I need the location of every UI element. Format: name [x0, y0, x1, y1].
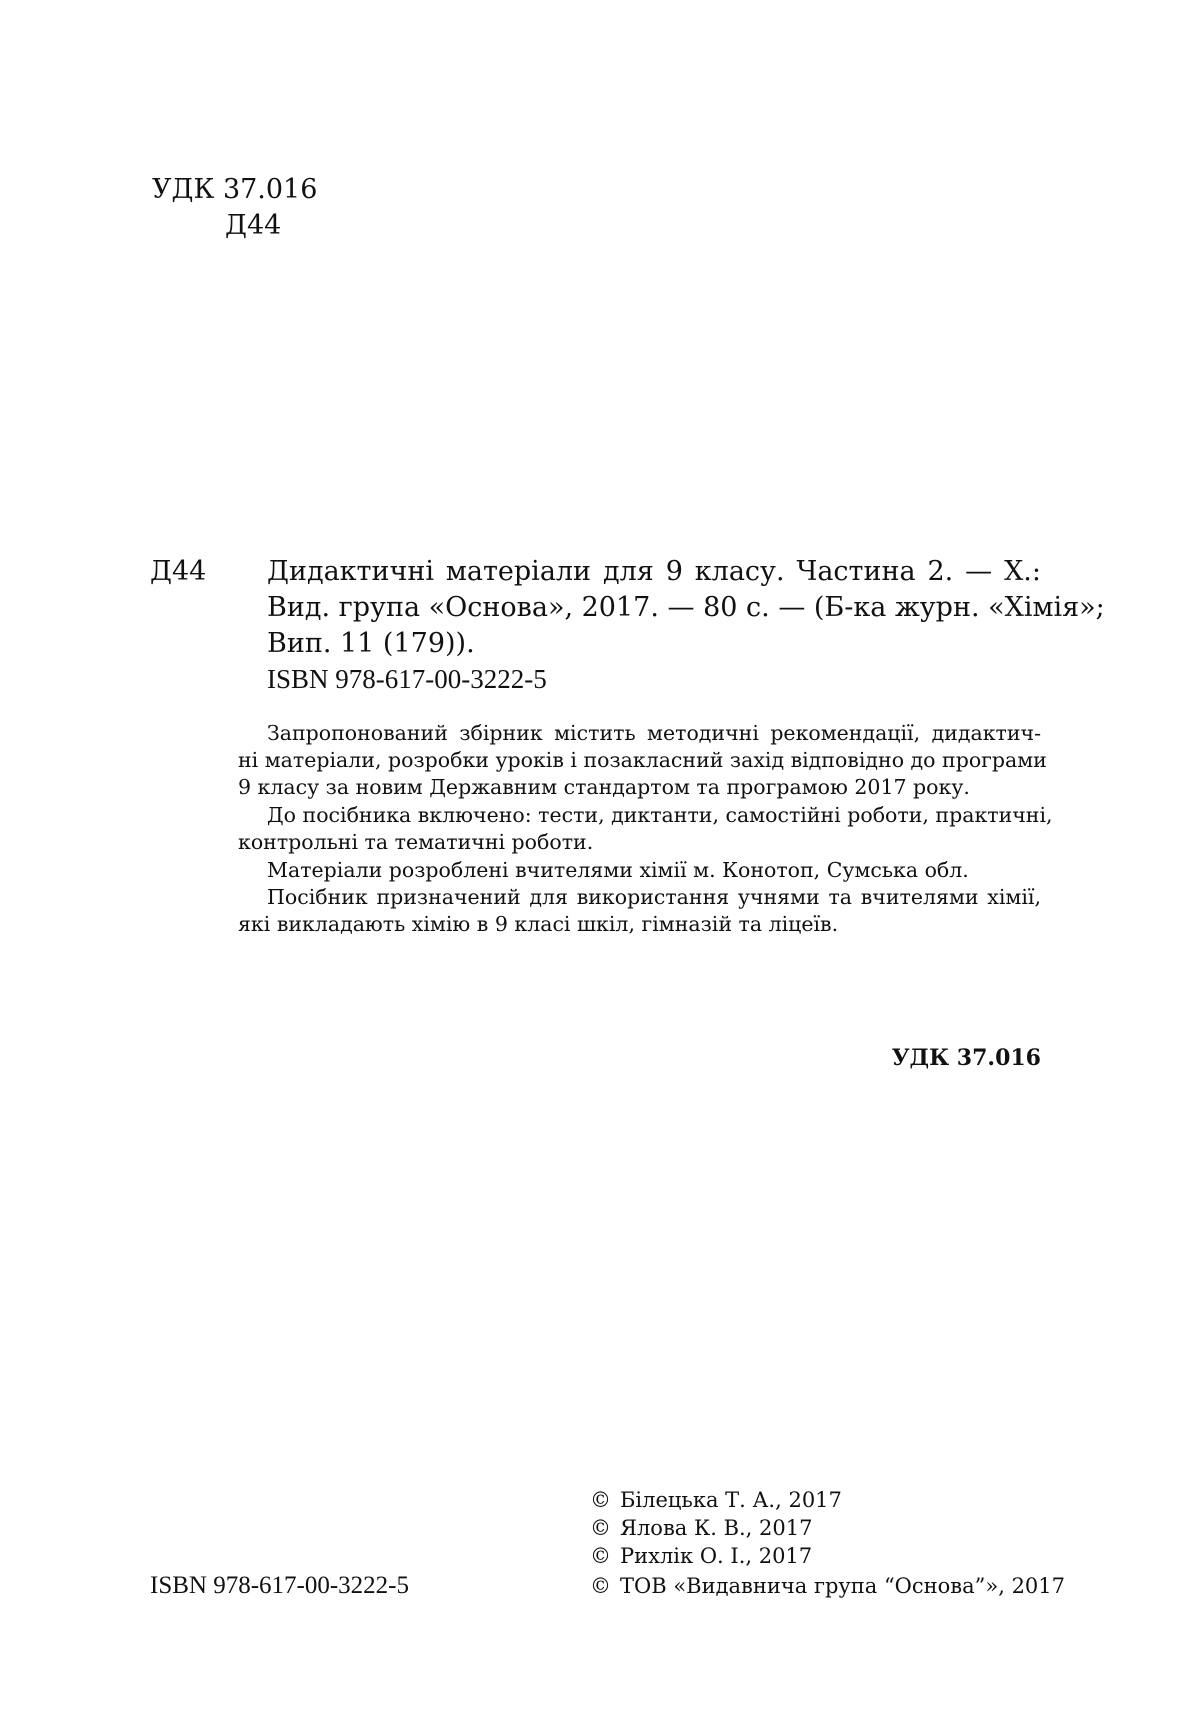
- isbn-bottom: ISBN 978-617-00-3222-5: [150, 1572, 410, 1599]
- copyright-holder: Рихлік О. І., 2017: [620, 1544, 813, 1568]
- copyright-symbol: ©: [590, 1574, 611, 1598]
- annotation-line: Посібник призначений для використання учнями та вчителями хімії,: [267, 885, 1041, 909]
- bibliographic-line: Вид. група «Основа», 2017. — 80 с. — (Б-ка журн. «Хімія»;: [267, 592, 1105, 623]
- annotation-line: ні матеріали, розробки уроків і позакласний захід відповідно до програми: [238, 748, 1047, 772]
- udk-code-top: УДК 37.016: [152, 174, 318, 205]
- annotation-line: 9 класу за новим Державним стандартом та програмою 2017 року.: [238, 775, 970, 799]
- copyright-holder: ТОВ «Видавнича група “Основа”», 2017: [620, 1574, 1066, 1598]
- copyright-line: [590, 1572, 1065, 1601]
- annotation-line: контрольні та тематичні роботи.: [238, 830, 594, 854]
- copyright-holder: Білецька Т. А., 2017: [620, 1488, 842, 1512]
- bibliographic-isbn: ISBN 978-617-00-3222-5: [267, 664, 547, 694]
- copyright-line: [590, 1486, 842, 1515]
- copyright-symbol: ©: [590, 1544, 611, 1568]
- annotation-line: Запропонований збірник містить методичні рекомендації, дидактич-: [267, 721, 1041, 745]
- copyright-line: [590, 1514, 812, 1543]
- copyright-symbol: ©: [590, 1516, 611, 1540]
- annotation-line: Матеріали розроблені вчителями хімії м. Конотоп, Сумська обл.: [267, 858, 969, 882]
- author-mark-top: Д44: [225, 210, 282, 241]
- udk-code-bottom: УДК 37.016: [891, 1045, 1041, 1071]
- annotation-line: які викладають хімію в 9 класі шкіл, гімназій та ліцеїв.: [238, 912, 839, 936]
- copyright-symbol: ©: [590, 1488, 611, 1512]
- copyright-holder: Ялова К. В., 2017: [620, 1516, 813, 1540]
- bibliographic-line: Вип. 11 (179)).: [267, 628, 475, 659]
- copyright-line: [590, 1542, 812, 1571]
- annotation-line: До посібника включено: тести, диктанти, самостійні роботи, практичні,: [267, 803, 1053, 827]
- bibliographic-line: Дидактичні матеріали для 9 класу. Частина 2. — Х.:: [267, 556, 1041, 587]
- bibliographic-author-mark: Д44: [150, 556, 207, 587]
